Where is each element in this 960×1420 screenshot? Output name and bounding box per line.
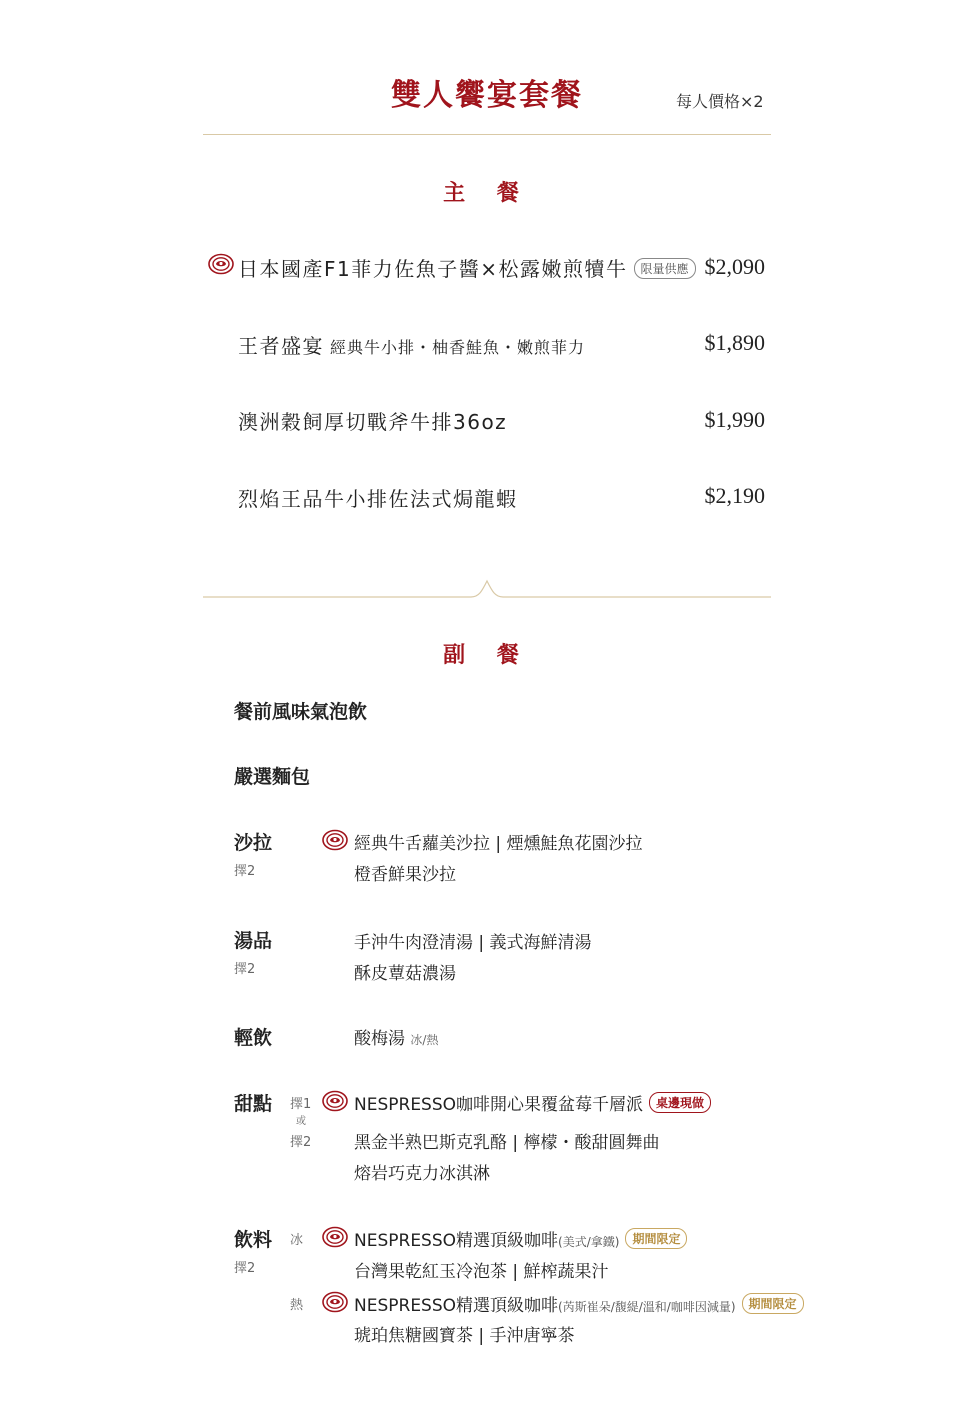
- dessert-line: 熔岩巧克力冰淇淋: [354, 1164, 490, 1184]
- salad-line: 經典牛舌蘿美沙拉 | 煙燻鮭魚花園沙拉: [354, 834, 643, 854]
- main-item-price: $1,990: [704, 407, 765, 432]
- salad-line: 橙香鮮果沙拉: [354, 865, 456, 885]
- hot-label: 熱: [290, 1298, 304, 1313]
- hot-coffee-line: [354, 1291, 810, 1316]
- limited-supply-badge: 限量供應: [634, 258, 696, 279]
- main-item-name: 澳洲穀飼厚切戰斧牛排36oz: [238, 410, 508, 434]
- soup-line: 手沖牛肉澄清湯 | 義式海鮮清湯: [354, 933, 592, 953]
- main-item-name: 王者盛宴: [238, 334, 324, 358]
- cold-coffee-options: (美式/拿鐵): [558, 1235, 620, 1249]
- page-title: 雙人饗宴套餐: [391, 78, 583, 113]
- rose-icon: [322, 1090, 348, 1112]
- beverage-pick: 擇2: [234, 1261, 256, 1276]
- cold-label: 冰: [290, 1233, 304, 1248]
- main-item-name: 烈焰王品牛小排佐法式焗龍蝦: [238, 487, 518, 511]
- main-item-sub: 經典牛小排・柚香鮭魚・嫩煎菲力: [330, 338, 586, 357]
- dessert-label: 甜點: [234, 1093, 273, 1115]
- side-course-heading: 副 餐: [443, 642, 531, 668]
- light-drink-line: [354, 1024, 438, 1049]
- price-note: 每人價格×2: [676, 92, 764, 111]
- main-item: [238, 406, 507, 435]
- bread-label: 嚴選麵包: [234, 766, 311, 788]
- main-item: [238, 253, 702, 282]
- main-item: [238, 330, 585, 359]
- aperitif-label: 餐前風味氣泡飲: [234, 701, 368, 723]
- light-drink-temp: 冰/熱: [410, 1033, 439, 1047]
- dessert-line: 黑金半熟巴斯克乳酪 | 檸檬・酸甜圓舞曲: [354, 1133, 660, 1153]
- main-item-name: 日本國產F1菲力佐魚子醬×松露嫩煎犢牛: [238, 257, 628, 281]
- dessert-line: [354, 1090, 717, 1115]
- rose-icon: [322, 829, 348, 851]
- rose-icon: [208, 253, 234, 275]
- main-item-price: $2,090: [704, 254, 765, 279]
- cold-drink-line: 台灣果乾紅玉冷泡茶 | 鮮榨蔬果汁: [354, 1262, 609, 1282]
- rose-icon: [322, 1226, 348, 1248]
- dessert-pick-1: 擇1: [290, 1097, 312, 1112]
- main-item-price: $2,190: [704, 483, 765, 508]
- main-item: [238, 483, 518, 512]
- dessert-pick-2: 擇2: [290, 1135, 312, 1150]
- tableside-badge: 桌邊現做: [649, 1092, 711, 1113]
- hot-drink-line: 琥珀焦糖國寶茶 | 手沖唐寧茶: [354, 1326, 575, 1346]
- cold-coffee: NESPRESSO精選頂級咖啡: [354, 1231, 559, 1251]
- soup-pick: 擇2: [234, 962, 256, 977]
- dessert-signature: NESPRESSO咖啡開心果覆盆莓千層派: [354, 1095, 644, 1115]
- cold-coffee-line: [354, 1226, 693, 1251]
- salad-pick: 擇2: [234, 864, 256, 879]
- salad-label: 沙拉: [234, 832, 273, 854]
- light-drink-text: 酸梅湯: [354, 1029, 405, 1049]
- dessert-or: 或: [296, 1116, 306, 1127]
- limited-time-badge: 期間限定: [625, 1228, 687, 1249]
- rose-icon: [322, 1291, 348, 1313]
- soup-line: 酥皮蕈菇濃湯: [354, 964, 456, 984]
- header-divider: [203, 134, 771, 135]
- main-item-price: $1,890: [704, 330, 765, 355]
- soup-label: 湯品: [234, 930, 273, 952]
- hot-coffee: NESPRESSO精選頂級咖啡: [354, 1296, 559, 1316]
- main-course-heading: 主 餐: [443, 180, 531, 206]
- limited-time-badge: 期間限定: [742, 1293, 804, 1314]
- beverage-label: 飲料: [234, 1229, 273, 1251]
- light-drink-label: 輕飲: [234, 1027, 273, 1049]
- section-divider: [203, 576, 771, 600]
- hot-coffee-options: (芮斯崔朵/馥緹/溫和/咖啡因減量): [558, 1300, 736, 1314]
